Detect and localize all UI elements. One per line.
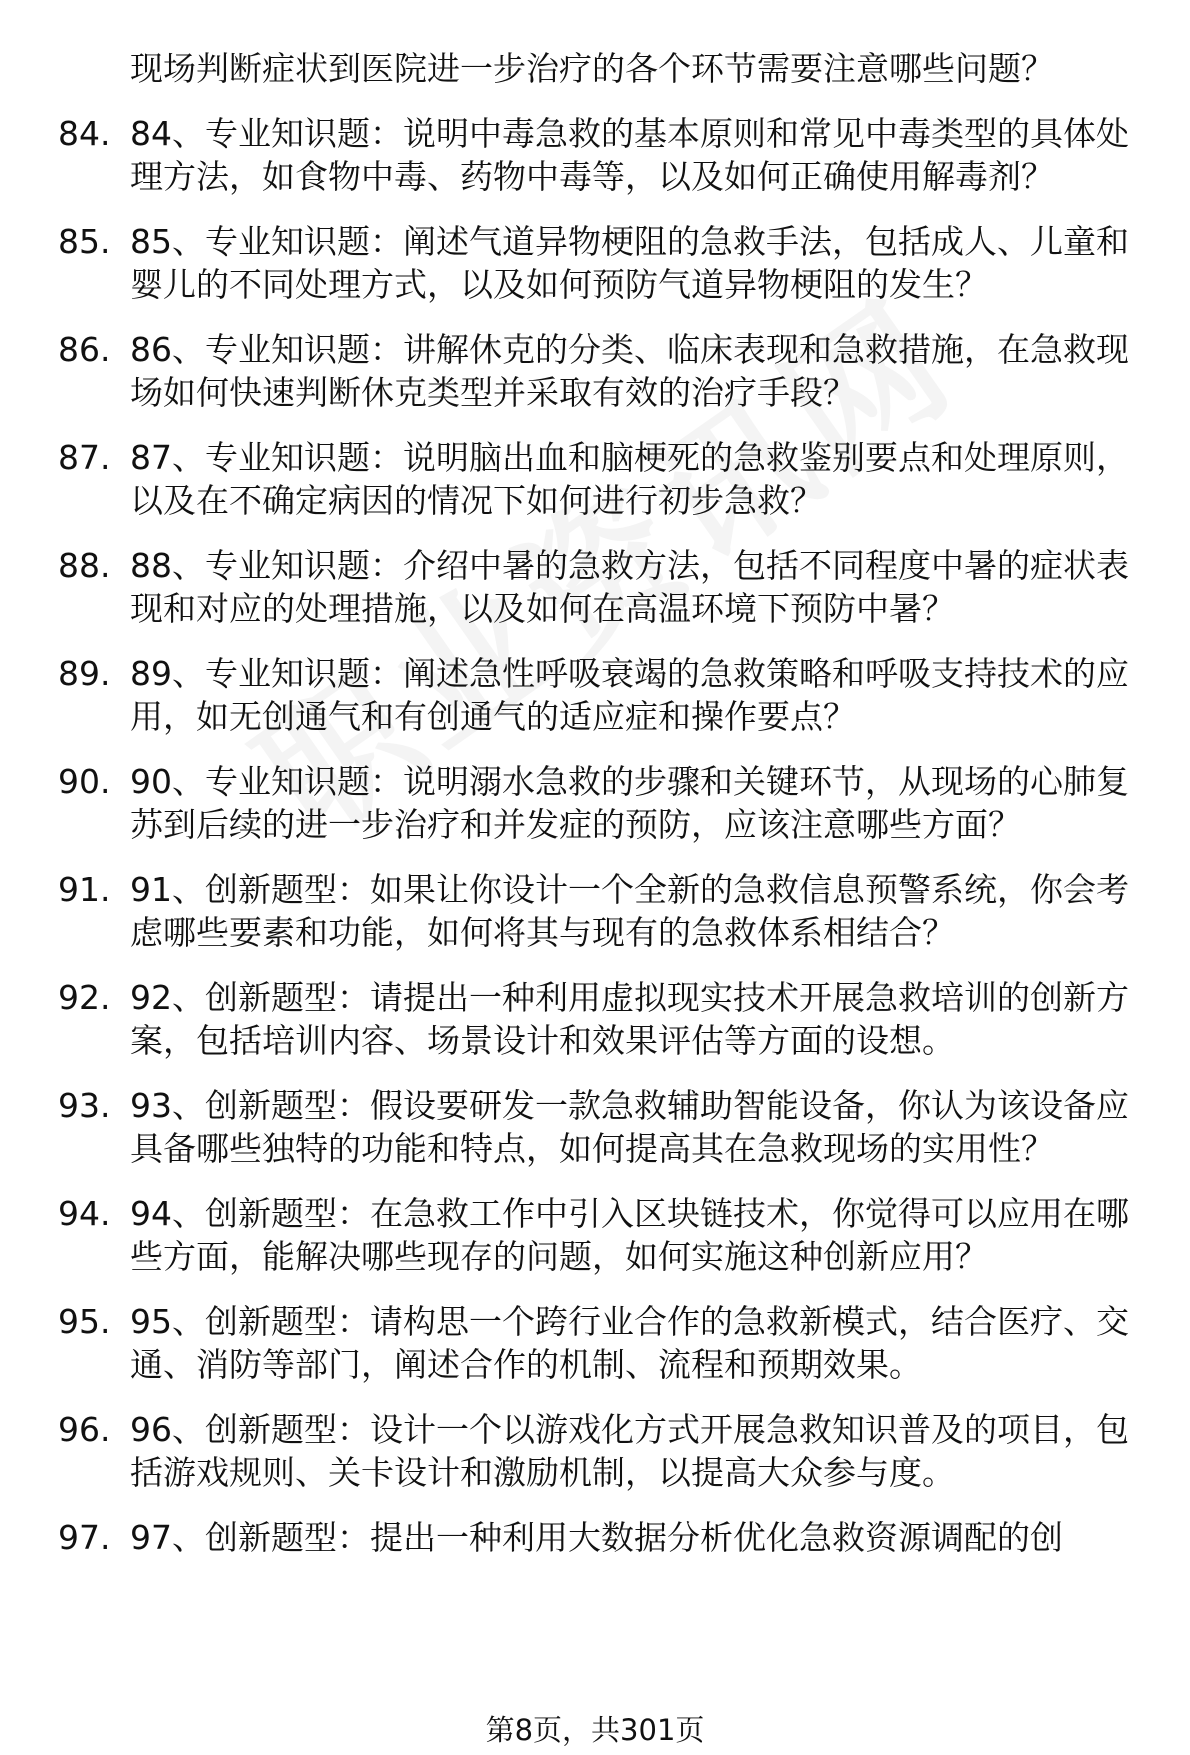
question-number: 90. — [58, 762, 111, 801]
question-text: 85、专业知识题：阐述气道异物梗阻的急救手法，包括成人、儿童和婴儿的不同处理方式，以及如何预防气道异物梗阻的发生？ — [130, 222, 1129, 304]
page-content — [0, 47, 1190, 1559]
question-text: 93、创新题型：假设要研发一款急救辅助智能设备，你认为该设备应具备哪些独特的功能和特点，如何提高其在急救现场的实用性？ — [130, 1086, 1129, 1168]
question-text: 94、创新题型：在急救工作中引入区块链技术，你觉得可以应用在哪些方面，能解决哪些现存的问题，如何实施这种创新应用？ — [130, 1194, 1129, 1276]
question-number: 95. — [58, 1302, 111, 1341]
question-text: 95、创新题型：请构思一个跨行业合作的急救新模式，结合医疗、交通、消防等部门，阐述合作的机制、流程和预期效果。 — [130, 1302, 1129, 1384]
list-item — [0, 112, 1190, 198]
question-text: 91、创新题型：如果让你设计一个全新的急救信息预警系统，你会考虑哪些要素和功能，如何将其与现有的急救体系相结合？ — [130, 870, 1129, 952]
question-text: 87、专业知识题：说明脑出血和脑梗死的急救鉴别要点和处理原则，以及在不确定病因的情况下如何进行初步急救？ — [130, 438, 1129, 520]
question-text: 84、专业知识题：说明中毒急救的基本原则和常见中毒类型的具体处理方法，如食物中毒、药物中毒等，以及如何正确使用解毒剂？ — [130, 114, 1129, 196]
page-footer: 第8页，共301页 — [485, 1713, 705, 1747]
question-text: 92、创新题型：请提出一种利用虚拟现实技术开展急救培训的创新方案，包括培训内容、场景设计和效果评估等方面的设想。 — [130, 978, 1129, 1060]
question-number: 97. — [58, 1518, 111, 1557]
question-number: 85. — [58, 222, 111, 261]
list-item — [0, 1192, 1190, 1278]
list-item — [0, 1300, 1190, 1386]
question-number: 94. — [58, 1194, 111, 1233]
question-number: 89. — [58, 654, 111, 693]
question-text: 96、创新题型：设计一个以游戏化方式开展急救知识普及的项目，包括游戏规则、关卡设计和激励机制，以提高大众参与度。 — [130, 1410, 1129, 1492]
list-item — [0, 220, 1190, 306]
list-item — [0, 868, 1190, 954]
list-item — [0, 1084, 1190, 1170]
list-item — [0, 436, 1190, 522]
question-number: 87. — [58, 438, 111, 477]
question-text: 97、创新题型：提出一种利用大数据分析优化急救资源调配的创 — [130, 1518, 1063, 1557]
question-text: 86、专业知识题：讲解休克的分类、临床表现和急救措施，在急救现场如何快速判断休克类型并采取有效的治疗手段？ — [130, 330, 1129, 412]
question-text: 89、专业知识题：阐述急性呼吸衰竭的急救策略和呼吸支持技术的应用，如无创通气和有创通气的适应症和操作要点？ — [130, 654, 1129, 736]
list-item — [0, 760, 1190, 846]
question-number: 93. — [58, 1086, 111, 1125]
question-number: 91. — [58, 870, 111, 909]
question-list — [0, 112, 1190, 1559]
list-item — [0, 544, 1190, 630]
question-number: 92. — [58, 978, 111, 1017]
continued-question-text: 现场判断症状到医院进一步治疗的各个环节需要注意哪些问题？ — [130, 49, 1054, 88]
list-item — [0, 1516, 1190, 1559]
list-item — [0, 328, 1190, 414]
question-number: 84. — [58, 114, 111, 153]
question-text: 88、专业知识题：介绍中暑的急救方法，包括不同程度中暑的症状表现和对应的处理措施，以及如何在高温环境下预防中暑？ — [130, 546, 1129, 628]
question-number: 88. — [58, 546, 111, 585]
list-item — [0, 1408, 1190, 1494]
question-text: 90、专业知识题：说明溺水急救的步骤和关键环节，从现场的心肺复苏到后续的进一步治疗和并发症的预防，应该注意哪些方面？ — [130, 762, 1129, 844]
list-item — [0, 652, 1190, 738]
list-item — [0, 976, 1190, 1062]
question-number: 96. — [58, 1410, 111, 1449]
question-number: 86. — [58, 330, 111, 369]
